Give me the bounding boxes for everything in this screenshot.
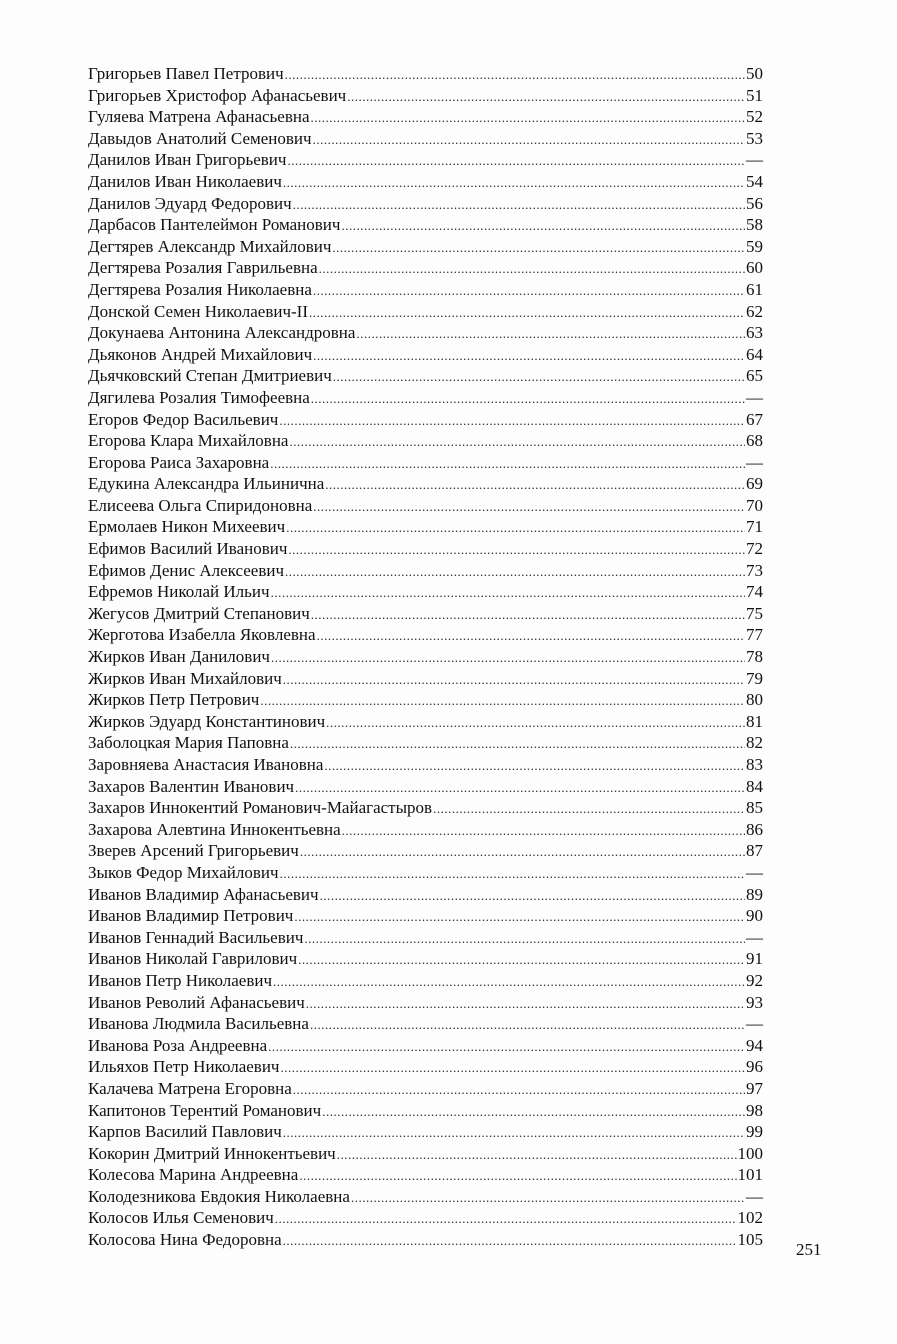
toc-entry-name: Жирков Иван Данилович [88,647,270,667]
toc-entry-page: — [746,452,763,472]
toc-entry-page: 90 [746,906,763,926]
toc-entry [88,409,763,431]
toc-entry-name: Давыдов Анатолий Семенович [88,128,312,148]
toc-entry [88,236,763,258]
toc-entry-name: Егоров Федор Васильевич [88,409,279,429]
dot-leader [313,280,745,302]
toc-entry-page: 84 [746,776,763,796]
toc-entry-name: Ермолаев Никон Михеевич [88,517,286,537]
toc-entry [88,149,763,171]
toc-entry [88,1164,763,1186]
toc-entry-name: Жерготова Изабелла Яковлевна [88,625,316,645]
toc-entry [88,279,763,301]
toc-entry [88,344,763,366]
toc-entry-name: Ильяхов Петр Николаевич [88,1057,280,1077]
toc-entry [88,927,763,949]
dot-leader [285,64,745,86]
dot-leader [273,971,745,993]
toc-entry-name: Иванова Людмила Васильевна [88,1014,309,1034]
table-of-contents [88,63,763,1251]
dot-leader [333,366,745,388]
toc-entry-name: Жирков Эдуард Константинович [88,711,326,731]
dot-leader [280,863,745,885]
toc-entry-name: Елисеева Ольга Спиридоновна [88,495,313,515]
toc-entry-name: Зверев Арсений Григорьевич [88,841,299,861]
toc-entry-name: Жирков Петр Петрович [88,690,260,710]
toc-entry-page: 87 [746,841,763,861]
toc-entry-page: 61 [746,279,763,299]
toc-entry [88,171,763,193]
toc-entry-name: Дарбасов Пантелеймон Романович [88,215,341,235]
toc-entry-page: 98 [746,1100,763,1120]
toc-entry-name: Капитонов Терентий Романович [88,1100,322,1120]
dot-leader [304,928,745,950]
dot-leader [325,474,745,496]
toc-entry [88,257,763,279]
toc-entry [88,646,763,668]
toc-entry-name: Иванов Геннадий Васильевич [88,927,304,947]
dot-leader [279,410,745,432]
dot-leader [271,647,745,669]
toc-entry-page: 79 [746,668,763,688]
dot-leader [311,604,745,626]
toc-entry-page: 99 [746,1122,763,1142]
toc-entry-page: 102 [737,1208,763,1228]
toc-entry-page: 74 [746,582,763,602]
dot-leader [311,388,745,410]
dot-leader [283,1230,737,1252]
toc-entry-name: Заболоцкая Мария Паповна [88,733,289,753]
toc-entry-name: Колосов Илья Семенович [88,1208,274,1228]
dot-leader [289,431,745,453]
toc-entry-name: Колесова Марина Андреевна [88,1165,299,1185]
toc-entry [88,819,763,841]
toc-entry-name: Данилов Иван Григорьевич [88,150,287,170]
toc-entry [88,1100,763,1122]
toc-entry-name: Карпов Василий Павлович [88,1122,282,1142]
toc-entry-page: 62 [746,301,763,321]
toc-entry-page: 51 [746,85,763,105]
toc-entry-page: 81 [746,711,763,731]
dot-leader [286,517,745,539]
toc-entry [88,905,763,927]
toc-entry [88,495,763,517]
toc-entry-page: 71 [746,517,763,537]
toc-entry-name: Иванов Николай Гаврилович [88,949,298,969]
dot-leader [341,215,745,237]
toc-entry [88,1056,763,1078]
toc-entry-name: Дягилева Розалия Тимофеевна [88,387,310,407]
toc-entry-page: 91 [746,949,763,969]
toc-entry [88,992,763,1014]
toc-entry-page: 56 [746,193,763,213]
toc-entry-name: Донской Семен Николаевич-II [88,301,309,321]
toc-entry-name: Иванова Роза Андреевна [88,1035,268,1055]
toc-entry-page: 54 [746,171,763,191]
toc-entry [88,387,763,409]
toc-entry-name: Егорова Клара Михайловна [88,431,289,451]
dot-leader [313,129,745,151]
toc-entry-page: 70 [746,495,763,515]
dot-leader [295,777,745,799]
toc-entry-page: — [746,862,763,882]
dot-leader [294,906,745,928]
toc-entry-page: — [746,1186,763,1206]
toc-entry-name: Дегтярев Александр Михайлович [88,236,332,256]
toc-entry-page: 60 [746,258,763,278]
toc-entry [88,970,763,992]
toc-entry-name: Дьячковский Степан Дмитриевич [88,366,332,386]
dot-leader [271,582,745,604]
toc-entry [88,1143,763,1165]
toc-entry [88,322,763,344]
dot-leader [260,690,745,712]
toc-entry-name: Дегтярева Розалия Николаевна [88,279,312,299]
toc-entry [88,603,763,625]
toc-entry-page: 67 [746,409,763,429]
dot-leader [324,755,745,777]
toc-entry-page: 75 [746,603,763,623]
toc-entry-page: 96 [746,1057,763,1077]
toc-entry-page: 73 [746,560,763,580]
toc-entry [88,452,763,474]
toc-entry-page: 93 [746,992,763,1012]
dot-leader [288,539,745,561]
toc-entry [88,1207,763,1229]
dot-leader [326,712,745,734]
toc-entry [88,581,763,603]
toc-entry-page: 77 [746,625,763,645]
toc-entry [88,365,763,387]
toc-entry [88,473,763,495]
toc-entry-name: Данилов Иван Николаевич [88,171,282,191]
dot-leader [322,1101,745,1123]
toc-entry-page: 100 [737,1143,763,1163]
dot-leader [306,993,745,1015]
toc-entry-name: Калачева Матрена Егоровна [88,1078,292,1098]
toc-entry-name: Захаров Иннокентий Романович-Майагастыров [88,798,433,818]
toc-entry [88,776,763,798]
toc-entry [88,1013,763,1035]
toc-entry [88,948,763,970]
toc-entry-page: 101 [737,1165,763,1185]
dot-leader [342,820,745,842]
toc-entry-page: 53 [746,128,763,148]
dot-leader [300,841,745,863]
dot-leader [275,1208,737,1230]
toc-entry-name: Иванов Владимир Петрович [88,906,294,926]
dot-leader [332,237,745,259]
toc-entry-name: Колосова Нина Федоровна [88,1230,282,1250]
toc-entry [88,624,763,646]
dot-leader [347,86,745,108]
dot-leader [313,496,745,518]
toc-entry [88,711,763,733]
toc-entry [88,1186,763,1208]
toc-entry-page: 52 [746,107,763,127]
dot-leader [268,1036,745,1058]
toc-entry-page: 78 [746,647,763,667]
toc-entry [88,840,763,862]
toc-entry-name: Данилов Эдуард Федорович [88,193,292,213]
toc-entry-page: — [746,387,763,407]
toc-entry-name: Иванов Петр Николаевич [88,970,273,990]
toc-entry [88,689,763,711]
toc-entry [88,1035,763,1057]
dot-leader [317,625,745,647]
toc-entry-page: 68 [746,431,763,451]
toc-entry-name: Жегусов Дмитрий Степанович [88,603,310,623]
toc-entry-name: Иванов Владимир Афанасьевич [88,884,319,904]
dot-leader [290,733,745,755]
dot-leader [433,798,745,820]
toc-entry-page: — [746,927,763,947]
toc-entry-page: 83 [746,755,763,774]
toc-entry-name: Ефимов Денис Алексеевич [88,560,285,580]
toc-entry-name: Захаров Валентин Иванович [88,776,295,796]
toc-entry [88,862,763,884]
dot-leader [293,1079,745,1101]
toc-entry [88,85,763,107]
toc-entry [88,63,763,85]
toc-entry-name: Колодезникова Евдокия Николаевна [88,1186,350,1206]
dot-leader [311,107,745,129]
dot-leader [280,1057,745,1079]
toc-entry-name: Гуляева Матрена Афанасьевна [88,107,310,127]
dot-leader [356,323,745,345]
toc-entry-page: 65 [746,366,763,386]
toc-entry-page: 50 [746,64,763,83]
toc-entry [88,732,763,754]
toc-entry [88,128,763,150]
toc-entry-page: 80 [746,690,763,710]
toc-entry-name: Егорова Раиса Захаровна [88,452,270,472]
toc-entry [88,1229,763,1251]
toc-entry [88,560,763,582]
toc-entry [88,754,763,776]
toc-entry-name: Заровняева Анастасия Ивановна [88,755,324,774]
toc-entry-page: — [746,150,763,170]
dot-leader [320,885,745,907]
toc-entry [88,516,763,538]
toc-entry-name: Иванов Револий Афанасьевич [88,992,305,1012]
toc-entry [88,430,763,452]
toc-entry-page: 89 [746,884,763,904]
dot-leader [270,453,745,475]
toc-entry-page: 82 [746,733,763,753]
dot-leader [310,1014,745,1036]
toc-entry-name: Жирков Иван Михайлович [88,668,282,688]
dot-leader [351,1187,745,1209]
toc-entry-name: Кокорин Дмитрий Иннокентьевич [88,1143,336,1163]
dot-leader [319,258,745,280]
toc-entry-page: 72 [746,539,763,559]
toc-entry-name: Дьяконов Андрей Михайлович [88,344,313,364]
toc-entry-page: 58 [746,215,763,235]
dot-leader [337,1144,737,1166]
toc-entry-page: 105 [737,1230,763,1250]
toc-entry [88,301,763,323]
toc-entry-name: Захарова Алевтина Иннокентьевна [88,819,341,839]
dot-leader [313,345,745,367]
toc-entry-page: 86 [746,819,763,839]
dot-leader [283,1122,745,1144]
toc-entry [88,1121,763,1143]
toc-entry [88,884,763,906]
toc-entry [88,193,763,215]
toc-entry-name: Докунаева Антонина Александровна [88,323,356,343]
toc-entry [88,106,763,128]
toc-entry-page: 69 [746,474,763,494]
dot-leader [283,172,745,194]
toc-entry-name: Ефремов Николай Ильич [88,582,270,602]
toc-entry-page: 59 [746,236,763,256]
toc-entry-name: Зыков Федор Михайлович [88,862,279,882]
toc-entry [88,1078,763,1100]
toc-entry-name: Едукина Александра Ильинична [88,474,325,494]
dot-leader [299,1165,736,1187]
toc-entry-name: Григорьев Павел Петрович [88,64,284,83]
dot-leader [298,949,745,971]
dot-leader [285,561,745,583]
toc-entry-page: — [746,1014,763,1034]
toc-entry-page: 63 [746,323,763,343]
toc-entry [88,538,763,560]
toc-entry-page: 92 [746,970,763,990]
dot-leader [287,150,745,172]
dot-leader [309,302,745,324]
toc-entry-page: 85 [746,798,763,818]
toc-entry-page: 94 [746,1035,763,1055]
toc-entry-name: Дегтярева Розалия Гаврильевна [88,258,318,278]
toc-entry-name: Григорьев Христофор Афанасьевич [88,85,347,105]
toc-entry-name: Ефимов Василий Иванович [88,539,288,559]
dot-leader [283,669,745,691]
toc-entry [88,797,763,819]
toc-entry-page: 97 [746,1078,763,1098]
toc-entry [88,668,763,690]
dot-leader [293,194,745,216]
toc-entry-page: 64 [746,344,763,364]
toc-entry [88,214,763,236]
page-number: 251 [796,1240,822,1259]
